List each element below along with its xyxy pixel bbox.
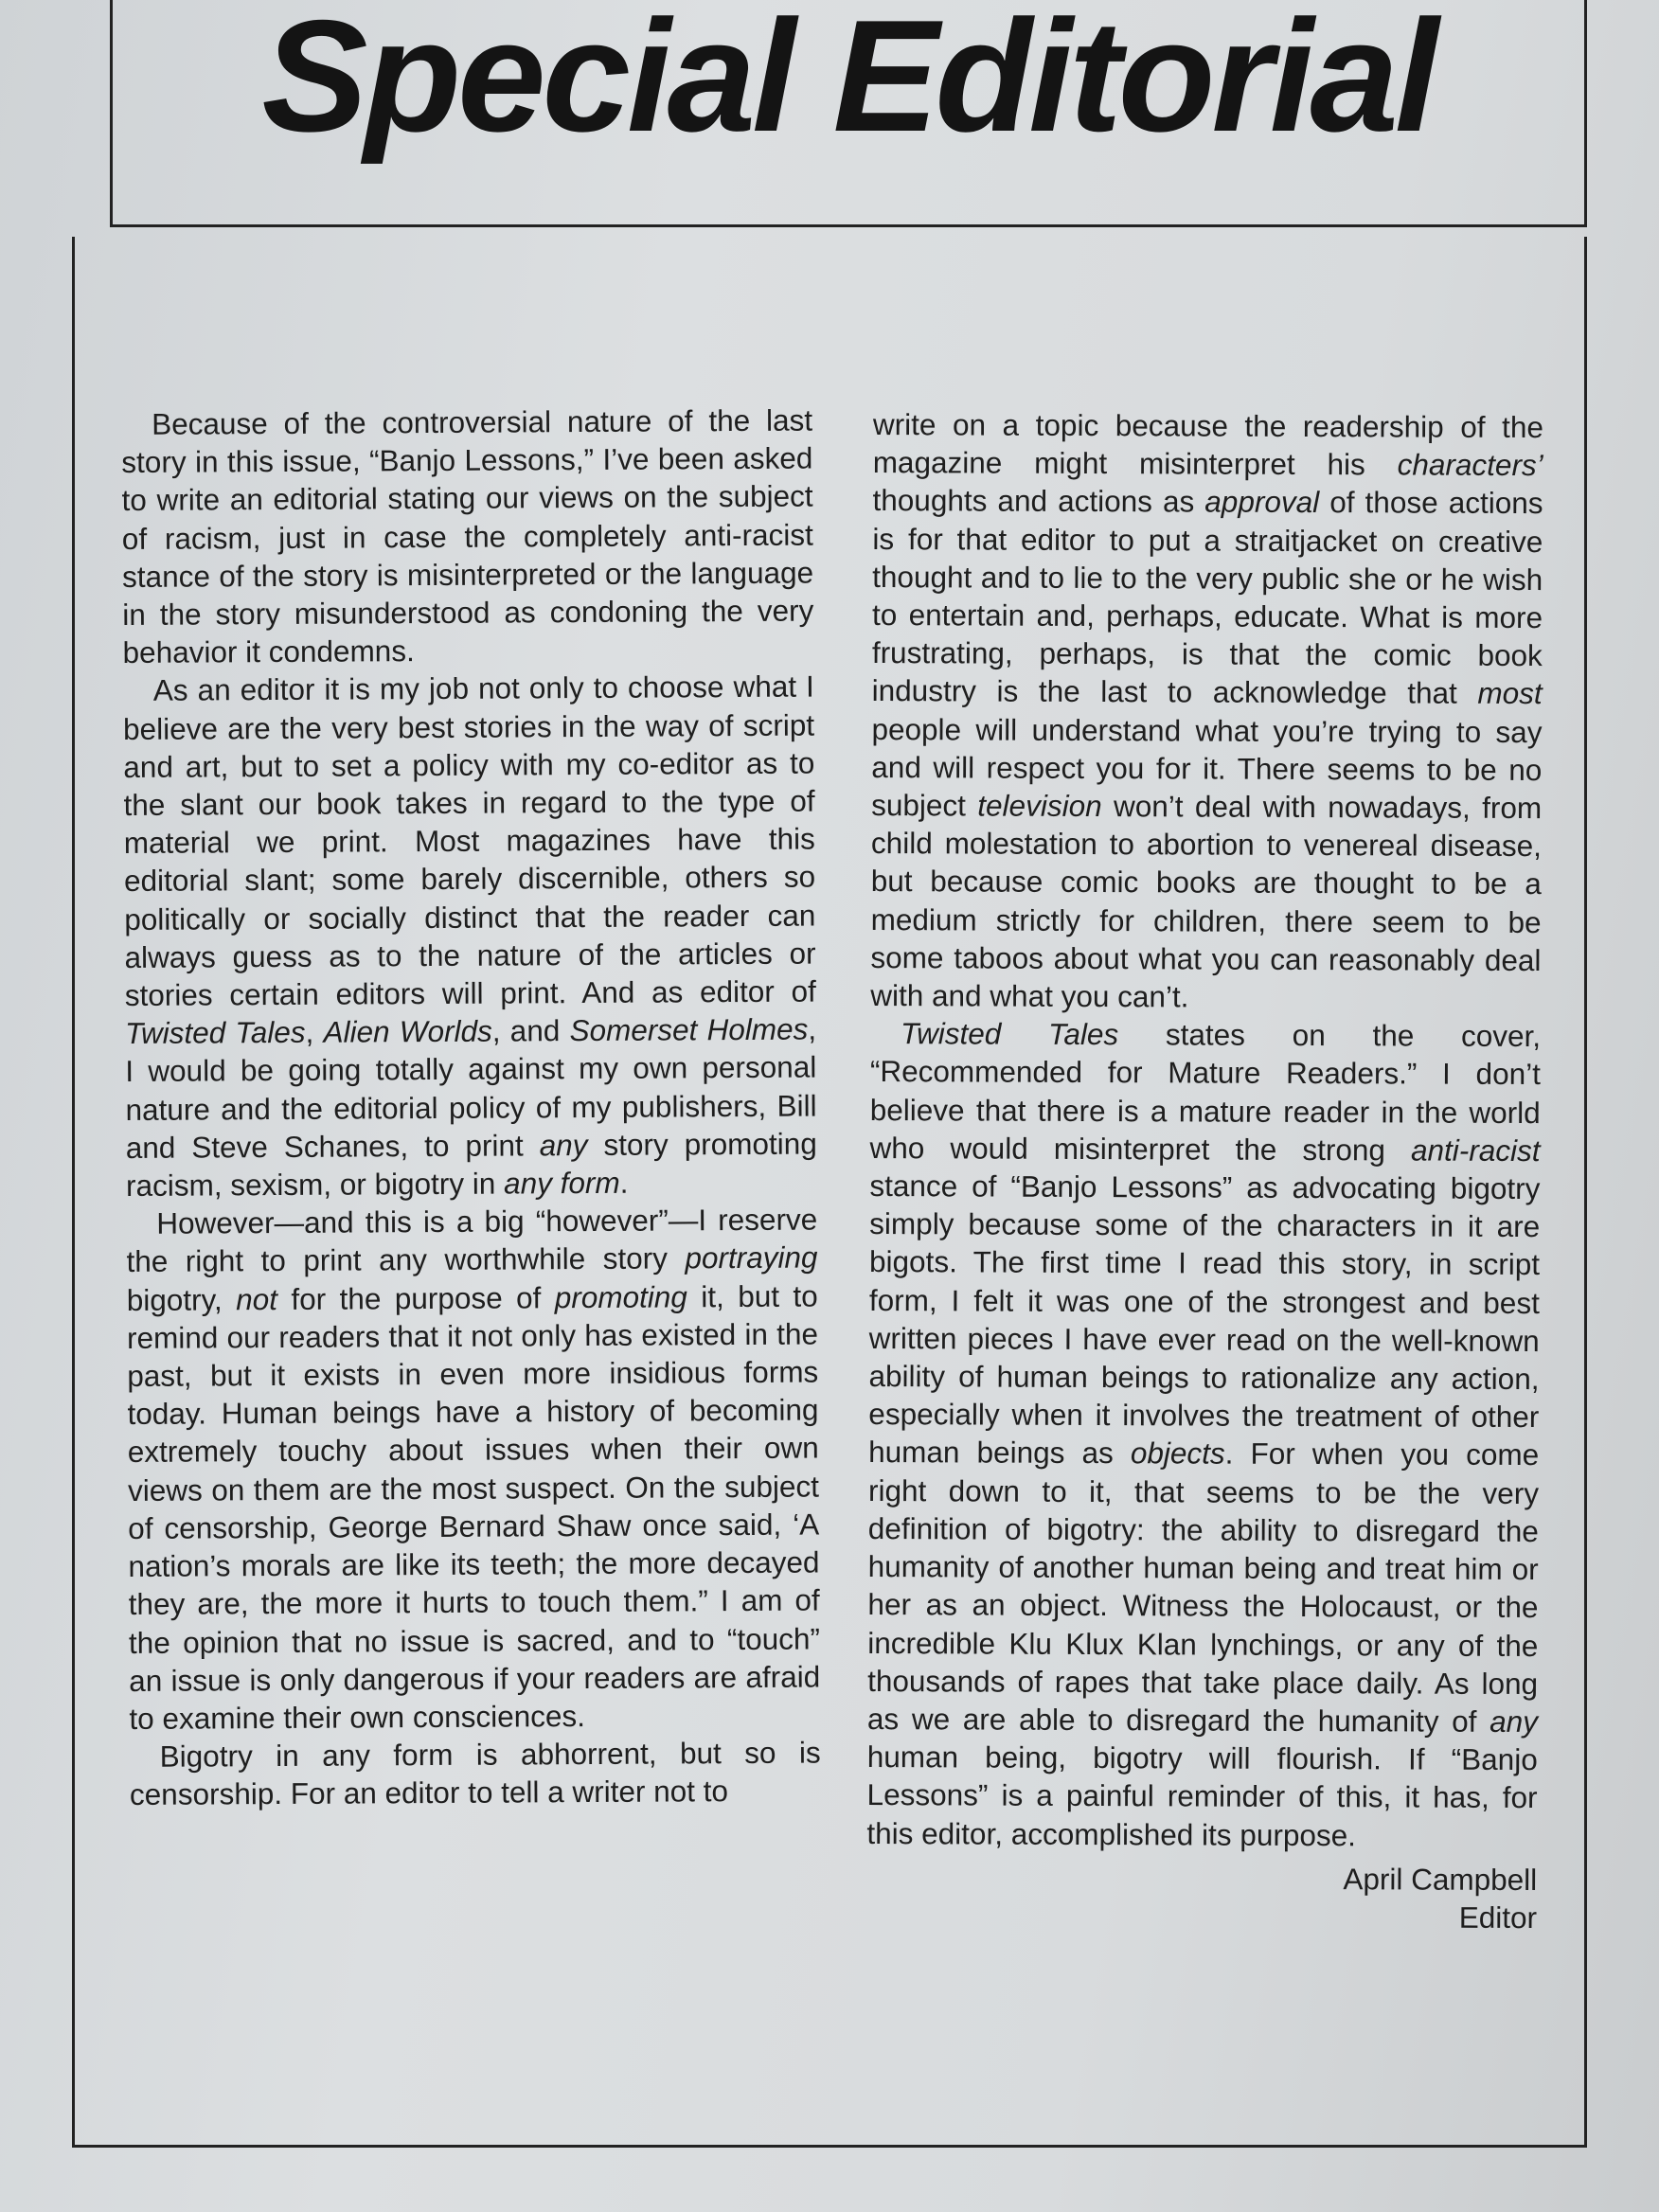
paragraph-censorship: Bigotry in any form is abhorrent, but so is censorship. For an editor to tell a writer not to bbox=[129, 1735, 821, 1812]
article-column-right bbox=[866, 405, 1543, 1936]
paragraph-intro: Because of the controversial nature of the last story in this issue, “Banjo Lessons,” I’ve been asked to write an editorial stating our views on the subject of racism, just in case the completely anti-racist stance of the story is misinterpreted or the language in the story misunderstood as condoning the very behavior it condemns. bbox=[121, 402, 814, 670]
author-name: April Campbell bbox=[1343, 1861, 1538, 1897]
paragraph-however: However—and this is a big “however”—I reserve the right to print any worthwhile story portraying bigotry, not for the purpose of promoting it, but to remind our readers that it not only has existed in the past, but it exists in even more insidious forms today. Human beings have a history of becoming extremely touchy about issues when their own views on them are the most suspect. On the subject of censorship, George Bernard Shaw once said, ‘A nation’s morals are like its teeth; the more decayed they are, the more it hurts to touch them.” I am of the opinion that no issue is sacred, and to “touch” an issue is only dangerous if your readers are afraid to examine their own consciences. bbox=[126, 1202, 821, 1736]
author-role: Editor bbox=[1458, 1900, 1538, 1935]
paragraph-editor-role: As an editor it is my job not only to choose what I believe are the very best stories in the way of script and art, but to set a policy with my co-editor as to the slant our book takes in regard to the type of material we print. Most magazines have this editorial slant; some barely discernible, others so politically or socially distinct that the reader can always guess as to the nature of the articles or stories certain editors will print. And as editor of Twisted Tales, Alien Worlds, and Somerset Holmes, I would be going totally against my own personal nature and the editorial policy of my publishers, Bill and Steve Schanes, to print any story promoting racism, sexism, or bigotry in any form. bbox=[122, 669, 817, 1204]
title-box bbox=[110, 0, 1587, 227]
signature-block bbox=[866, 1858, 1537, 1936]
paragraph-mature-readers: Twisted Tales states on the cover, “Recommended for Mature Readers.” I don’t believe that there is a mature reader in the world who would misinterpret the strong anti-racist stance of “Banjo Lessons” as advocating bigotry simply because some of the characters in it are bigots. The first time I read this story, in script form, I felt it was one of the strongest and best written pieces I have ever read on the well-known ability of human beings to rationalize any action, especially when it involves the treatment of other human beings as objects. For when you come right down to it, that seems to be the very definition of bigotry: the ability to disregard the humanity of another human being and treat him or her as an object. Witness the Holocaust, or the incredible Klu Klux Klan lynchings, or any of the thousands of rapes that take place daily. As long as we are able to disregard the humanity of any human being, bigotry will flourish. If “Banjo Lessons” is a painful reminder of this, it has, for this editor, accomplished its purpose. bbox=[866, 1016, 1542, 1852]
page-title: Special Editorial bbox=[261, 0, 1436, 165]
article-column-left bbox=[121, 401, 821, 1814]
paragraph-censorship-continued: write on a topic because the readership of the magazine might misinterpret his characters’ thoughts and actions as approval of those actions is for that editor to put a straitjacket on creative thought and to lie to the very public she or he wish to entertain and, perhaps, educate. What is more frustrating, perhaps, is that the comic book industry is the last to acknowledge that most people will understand what you’re trying to say and will respect you for it. There seems to be no subject television won’t deal with nowadays, from child molestation to abortion to venereal disease, but because comic books are thought to be a medium strictly for children, there seem to be some taboos about what you can reasonably deal with and what you can’t. bbox=[870, 406, 1543, 1014]
